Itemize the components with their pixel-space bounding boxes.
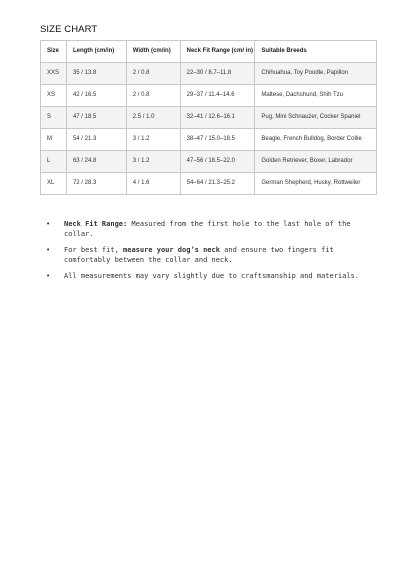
cell-neck-range: 32–41 / 12.6–16.1 (180, 107, 255, 129)
note-neck-fit-range (46, 220, 364, 239)
table-header-row (41, 41, 377, 63)
cell-length: 35 / 13.8 (66, 63, 126, 85)
cell-breeds: Golden Retriever, Boxer, Labrador (255, 151, 377, 173)
cell-width: 3 / 1.2 (126, 129, 180, 151)
table-row (41, 151, 377, 173)
note-measurements-vary (46, 272, 364, 282)
cell-neck-range: 22–30 / 8.7–11.8 (180, 63, 255, 85)
cell-neck-range: 54–64 / 21.3–25.2 (180, 173, 255, 195)
cell-breeds: Chihuahua, Toy Poodle, Papillon (255, 63, 377, 85)
cell-width: 2 / 0.8 (126, 63, 180, 85)
header-size: Size (41, 41, 67, 63)
table-row (41, 63, 377, 85)
cell-length: 63 / 24.8 (66, 151, 126, 173)
cell-size: XL (41, 173, 67, 195)
bullet: • (46, 220, 51, 228)
notes-list (46, 220, 364, 289)
cell-neck-range: 38–47 / 15.0–18.5 (180, 129, 255, 151)
note-label: Neck Fit Range: (64, 220, 128, 228)
cell-size: XS (41, 85, 67, 107)
cell-size: XXS (41, 63, 67, 85)
note-text: Measured from the first hole to the last hole of the collar. (64, 220, 351, 238)
header-neck-fit-range: Neck Fit Range (cm/ in) (180, 41, 255, 63)
size-chart-table (40, 40, 377, 195)
note-emphasis: measure your dog’s neck (123, 246, 220, 254)
note-text: For best fit, (64, 246, 124, 254)
table-row (41, 129, 377, 151)
cell-width: 2.5 / 1.0 (126, 107, 180, 129)
cell-breeds: Beagle, French Bulldog, Border Collie (255, 129, 377, 151)
table-row (41, 107, 377, 129)
cell-neck-range: 47–56 / 18.5–22.0 (180, 151, 255, 173)
bullet: • (46, 246, 51, 254)
header-width: Width (cm/in) (126, 41, 180, 63)
bullet: • (46, 272, 51, 280)
note-text: and ensure two fingers fit comfortably between the collar and neck. (64, 246, 334, 264)
page-title: SIZE CHART (40, 24, 98, 35)
header-length: Length (cm/in) (66, 41, 126, 63)
note-best-fit (46, 246, 364, 265)
header-suitable-breeds: Suitable Breeds (255, 41, 377, 63)
cell-length: 47 / 18.5 (66, 107, 126, 129)
cell-length: 42 / 16.5 (66, 85, 126, 107)
table-row (41, 85, 377, 107)
table-row (41, 173, 377, 195)
cell-width: 4 / 1.6 (126, 173, 180, 195)
cell-breeds: German Shepherd, Husky, Rottweiler (255, 173, 377, 195)
note-text: All measurements may vary slightly due to craftsmanship and materials. (64, 272, 360, 280)
cell-neck-range: 29–37 / 11.4–14.6 (180, 85, 255, 107)
cell-size: M (41, 129, 67, 151)
cell-length: 72 / 28.3 (66, 173, 126, 195)
cell-width: 3 / 1.2 (126, 151, 180, 173)
cell-width: 2 / 0.8 (126, 85, 180, 107)
cell-breeds: Maltese, Dachshund, Shih Tzu (255, 85, 377, 107)
cell-length: 54 / 21.3 (66, 129, 126, 151)
cell-breeds: Pug, Mini Schnauzer, Cocker Spaniel (255, 107, 377, 129)
cell-size: L (41, 151, 67, 173)
cell-size: S (41, 107, 67, 129)
